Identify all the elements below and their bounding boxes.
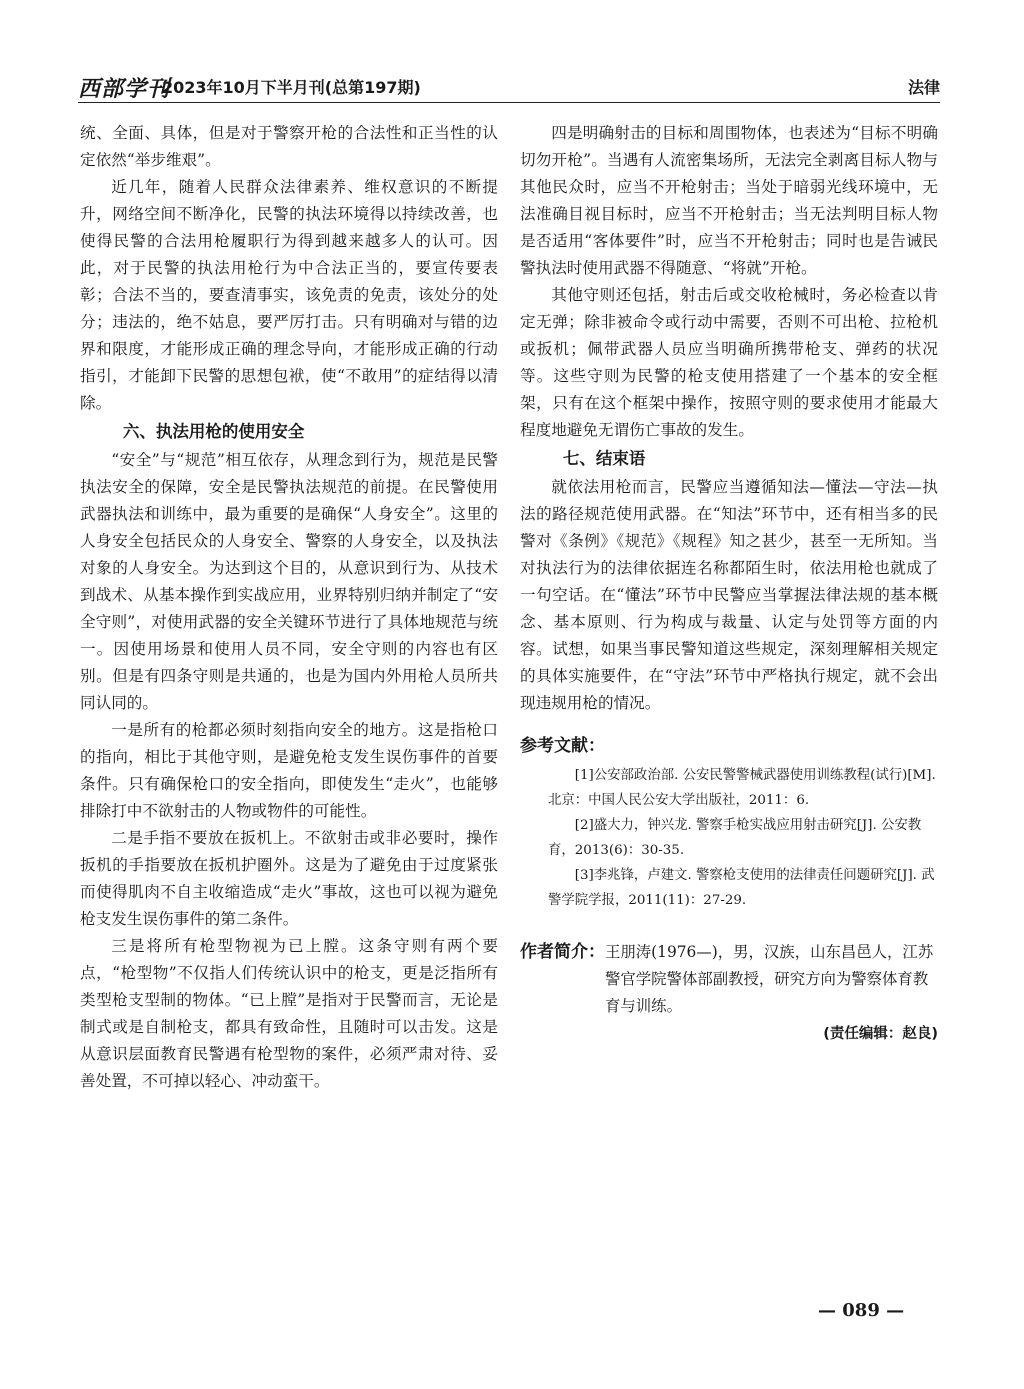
author-bio <box>520 939 938 1020</box>
references-title: 参考文献： <box>520 736 605 756</box>
header-rule <box>78 102 940 103</box>
page-number: — 089 — <box>818 1300 905 1321</box>
author-label: 作者简介： <box>520 942 605 962</box>
paragraph: 其他守则还包括，射击后或交收枪械时，务必检查以肯定无弹；除非被命令或行动中需要，否则不可出枪、拉枪机或扳机；佩带武器人员应当明确所携带枪支、弹药的状况等。这些守则为民警的枪支使用搭建了一个基本的安全框架，只有在这个框架中操作，按照守则的要求使用才能最大程度地避免无谓伤亡事故的发生。 <box>520 286 938 439</box>
paragraph: “安全”与“规范”相互依存，从理念到行为，规范是民警执法安全的保障，安全是民警执法规范的前提。在民警使用武器执法和训练中，最为重要的是确保“人身安全”。这里的人身安全包括民众的人身安全、警察的人身安全，以及执法对象的人身安全。为达到这个目的，从意识到行为、从技术到战术、从基本操作到实战应用，业界特别归纳并制定了“安全守则”，对使用武器的安全关键环节进行了具体地规范与统一。因使用场景和使用人员不同，安全守则的内容也有区别。但是有四条守则是共通的，也是为国内外用枪人员所共同认同的。 <box>80 451 498 712</box>
issue-info: 2023年10月下半月刊(总第197期) <box>162 78 421 97</box>
left-column <box>80 120 498 1095</box>
paragraph: 三是将所有枪型物视为已上膛。这条守则有两个要点，“枪型物”不仅指人们传统认识中的枪支，更是泛指所有类型枪支型制的物体。“已上膛”是指对于民警而言，无论是制式或是自制枪支，都具有致命性，且随时可以击发。这是从意识层面教育民警遇有枪型物的案件，必须严肃对待、妥善处置，不可掉以轻心、冲动蛮干。 <box>80 937 498 1090</box>
paragraph: 统、全面、具体，但是对于警察开枪的合法性和正当性的认定依然“举步维艰”。 <box>80 124 498 169</box>
paragraph: 近几年，随着人民群众法律素养、维权意识的不断提升，网络空间不断净化，民警的执法环境得以持续改善，也使得民警的合法用枪履职行为得到越来越多人的认可。因此，对于民警的执法用枪行为中合法正当的，要宣传要表彰；合法不当的，要查清事实，该免责的免责，该处分的处分；违法的，绝不姑息，要严厉打击。只有明确对与错的边界和限度，才能形成正确的理念导向，才能形成正确的行动指引，才能卸下民警的思想包袱，使“不敢用”的症结得以清除。 <box>80 178 498 412</box>
section-heading-6: 六、执法用枪的使用安全 <box>122 422 305 441</box>
page-header <box>78 70 940 100</box>
paragraph: 四是明确射击的目标和周围物体，也表述为“目标不明确切勿开枪”。当遇有人流密集场所，无法完全剥离目标人物与其他民众时，应当不开枪射击；当处于暗弱光线环境中，无法准确目视目标时，应当不开枪射击；当无法判明目标人物是否适用“客体要件”时，应当不开枪射击；同时也是告诫民警执法时使用武器不得随意、“将就”开枪。 <box>520 124 938 277</box>
reference-item: [2]盛大力，钟兴龙. 警察手枪实战应用射击研究[J]. 公安教育，2013(6)：30-35. <box>548 818 922 858</box>
journal-logo: 西部学刊 <box>78 76 171 102</box>
paragraph: 一是所有的枪都必须时刻指向安全的地方。这是指枪口的指向，相比于其他守则，是避免枪支发生误伤事件的首要条件。只有确保枪口的安全指向，即使发生“走火”，也能够排除打中不欲射击的人物或物件的可能性。 <box>80 721 498 820</box>
paragraph: 就依法用枪而言，民警应当遵循知法—懂法—守法—执法的路径规范使用武器。在“知法”环节中，还有相当多的民警对《条例》《规范》《规程》知之甚少，甚至一无所知。当对执法行为的法律依据连名称都陌生时，依法用枪也就成了一句空话。在“懂法”环节中民警应当掌握法律法规的基本概念、基本原则、行为构成与裁量、认定与处罚等方面的内容。试想，如果当事民警知道这些规定，深刻理解相关规定的具体实施要件，在“守法”环节中严格执行规定，就不会出现违规用枪的情况。 <box>520 478 938 712</box>
section-name: 法律 <box>907 78 940 97</box>
reference-item: [3]李兆锋，卢建文. 警察枪支使用的法律责任问题研究[J]. 武警学院学报，2011(11)：27-29. <box>548 868 935 908</box>
author-text: 王朋涛(1976—)，男，汉族，山东昌邑人，江苏警官学院警体部副教授，研究方向为警察体育教育与训练。 <box>605 943 934 1015</box>
section-heading-7: 七、结束语 <box>562 449 646 468</box>
right-column <box>520 120 938 1048</box>
editor-note: (责任编辑：赵良) <box>823 1026 938 1042</box>
reference-item: [1]公安部政治部. 公安民警警械武器使用训练教程(试行)[M]. 北京：中国人民公安大学出版社，2011：6. <box>548 768 936 808</box>
paragraph: 二是手指不要放在扳机上。不欲射击或非必要时，操作扳机的手指要放在扳机护圈外。这是为了避免由于过度紧张而使得肌肉不自主收缩造成“走火”事故，这也可以视为避免枪支发生误伤事件的第二条件。 <box>80 829 498 928</box>
